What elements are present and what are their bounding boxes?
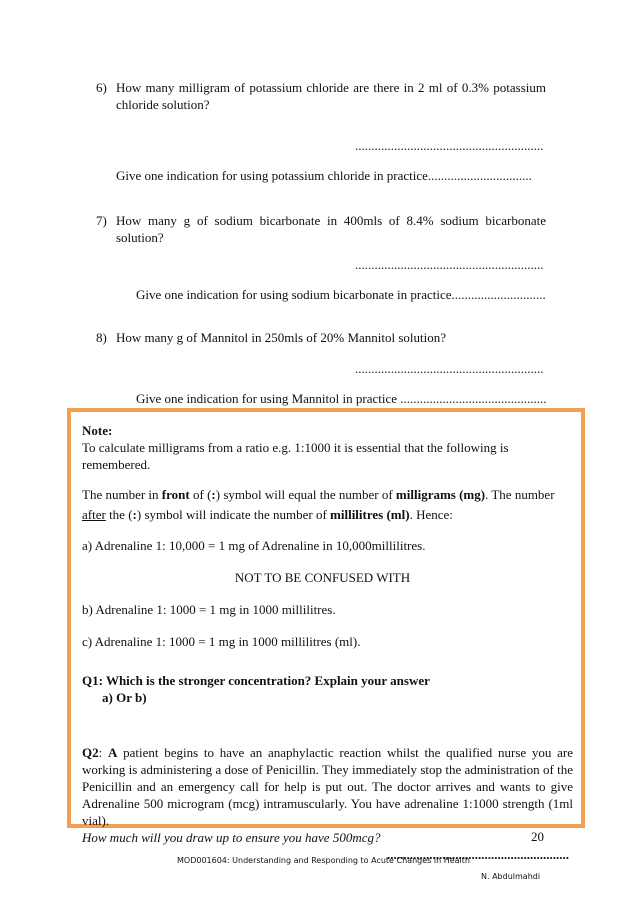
author-footer: N. Abdulmahdi	[481, 872, 541, 881]
question-number: 7)	[96, 213, 107, 228]
answer-line: ..........................................................	[355, 138, 544, 153]
q2-label: Q2	[82, 745, 99, 760]
note-intro: To calculate milligrams from a ratio e.g. 1:1000 it is essential that the following is remembered.	[82, 440, 509, 472]
answer-line: ..........................................................	[355, 361, 544, 376]
text: the (	[105, 507, 133, 522]
page-number: 20	[531, 829, 544, 844]
text: ) symbol will equal the number of	[215, 487, 396, 502]
question-7	[96, 212, 546, 246]
emphasis-millilitres: millilitres (ml)	[330, 507, 410, 522]
question-6	[96, 79, 546, 113]
q2-answer-line: ........................................................	[387, 847, 569, 862]
question-text: How many g of sodium bicarbonate in 400mls of 8.4% sodium bicarbonate solution?	[116, 213, 546, 245]
not-confused-label: NOT TO BE CONFUSED WITH	[234, 570, 411, 585]
emphasis-milligrams: milligrams (mg)	[395, 487, 486, 502]
text: :	[98, 745, 108, 760]
text: . The number	[485, 487, 555, 502]
indication-line: Give one indication for using potassium chloride in practice................................	[116, 168, 532, 183]
text: . Hence:	[409, 507, 453, 522]
q1-title: Q1: Which is the stronger concentration? Explain your answer	[82, 673, 430, 688]
text: ) symbol will indicate the number of	[136, 507, 331, 522]
question-8	[96, 329, 546, 346]
question-number: 6)	[96, 80, 107, 95]
note-heading: Note:	[82, 423, 113, 438]
colon-symbol: :	[132, 507, 137, 522]
emphasis-front: front	[161, 487, 190, 502]
text: A	[107, 745, 118, 760]
text: of (	[189, 487, 212, 502]
q2-text: patient begins to have an anaphylactic reaction whilst the qualified nurse you are working is administering a dose of Penicillin. They immediately stop the administration of the Penicillin and an emergency call for help is put out. The doctor arrives and wants to give Adrenaline 500 microgram (mcg) intramuscularly. You have adrenaline 1:1000 strength (1ml vial).	[82, 745, 573, 828]
example-a: a) Adrenaline 1: 10,000 = 1 mg of Adrenaline in 10,000millilitres.	[82, 538, 426, 553]
ratio-rule	[82, 485, 573, 525]
q2-scenario	[82, 744, 573, 829]
question-text: How many g of Mannitol in 250mls of 20% Mannitol solution?	[116, 330, 447, 345]
emphasis-after: after	[82, 507, 106, 522]
example-b: b) Adrenaline 1: 1000 = 1 mg in 1000 millilitres.	[82, 602, 336, 617]
answer-line: ..........................................................	[355, 257, 544, 272]
question-text: How many milligram of potassium chloride are there in 2 ml of 0.3% potassium chloride solution?	[116, 80, 546, 112]
example-c: c) Adrenaline 1: 1000 = 1 mg in 1000 millilitres (ml).	[82, 634, 361, 649]
question-number: 8)	[96, 330, 107, 345]
q1-options: a) Or b)	[102, 690, 147, 705]
course-footer: MOD001604: Understanding and Responding to Acute Changes in Health	[177, 856, 470, 865]
indication-line: Give one indication for using sodium bicarbonate in practice.............................	[136, 287, 546, 302]
text: The number in	[82, 487, 162, 502]
q2-question: How much will you draw up to ensure you have 500mcg?	[82, 830, 381, 845]
colon-symbol: :	[211, 487, 216, 502]
indication-line: Give one indication for using Mannitol in practice .............................................	[136, 391, 547, 406]
